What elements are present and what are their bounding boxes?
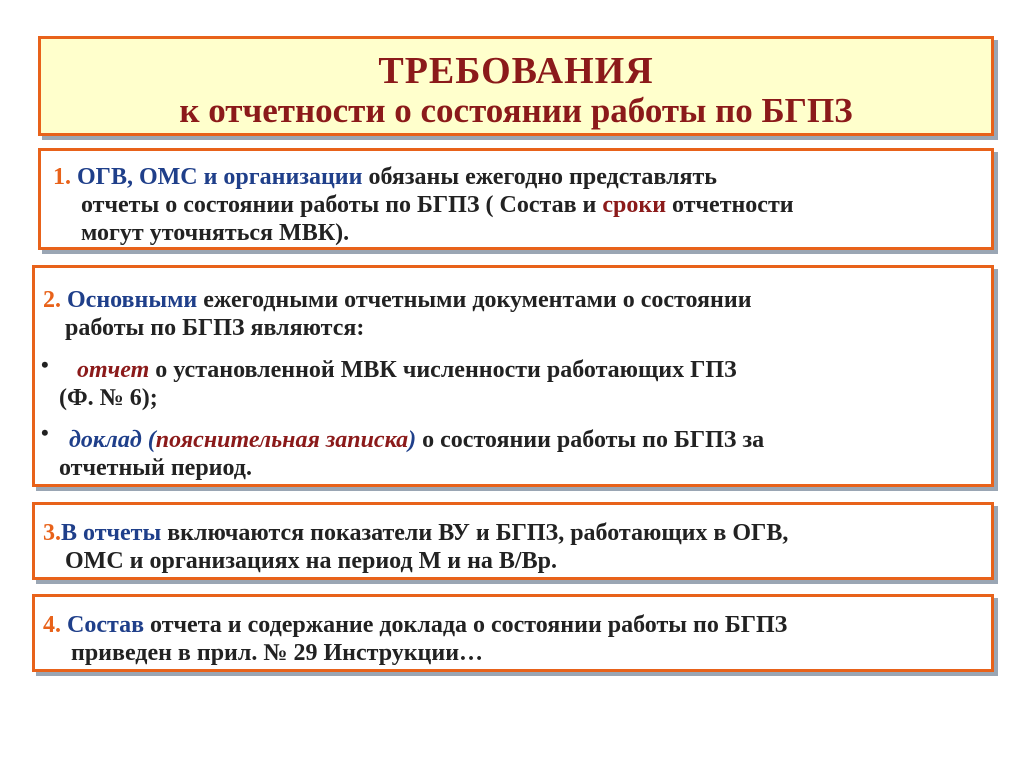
page-subtitle: к отчетности о состоянии работы по БГПЗ [179, 91, 853, 130]
item-2-close-paren: ) [408, 427, 417, 453]
item-4-box [32, 594, 994, 672]
item-2-line-2: работы по БГПЗ являются: [65, 315, 365, 341]
bullet-2: • [41, 420, 49, 445]
item-4-line-2: приведен в прил. № 29 Инструкции… [71, 640, 484, 666]
item-2-bullet-2-text: о состоянии работы по БГПЗ за [416, 427, 765, 453]
item-1-lead: ОГВ, ОМС и организации [77, 164, 363, 190]
item-1-line-3: могут уточняться МВК). [81, 220, 350, 246]
item-3-text: включаются показатели ВУ и БГПЗ, работающих в ОГВ, [161, 520, 789, 546]
item-1-text: обязаны ежегодно представлять [362, 164, 717, 190]
item-2-bullet-2-line-1 [69, 426, 764, 454]
item-2-report-term: отчет [77, 357, 150, 383]
item-1-text-2c: отчетности [666, 192, 794, 218]
item-1-text-2a: отчеты о состоянии работы по БГПЗ ( Состав и [81, 192, 603, 218]
item-2-bullet-2-line-2: отчетный период. [59, 455, 252, 481]
item-2-box [32, 265, 994, 487]
item-4-line-1 [43, 611, 787, 639]
item-1-highlight: сроки [602, 192, 667, 218]
item-2-text: ежегодными отчетными документами о состоянии [197, 287, 752, 313]
item-2-bullet-1-text: о установленной МВК численности работающих ГПЗ [149, 357, 737, 383]
item-2-lead: Основными [67, 287, 198, 313]
item-2-note-term: пояснительная записка [155, 427, 409, 453]
item-3-number: 3. [43, 520, 61, 546]
item-3-line-1 [43, 519, 788, 547]
item-2-number: 2. [43, 287, 61, 313]
item-1-number: 1. [53, 164, 71, 190]
item-4-text: отчета и содержание доклада о состоянии работы по БГПЗ [144, 612, 788, 638]
item-4-number: 4. [43, 612, 61, 638]
bullet-1: • [41, 352, 49, 377]
item-3-lead: В отчеты [61, 520, 162, 546]
item-2-line-1 [43, 286, 752, 314]
item-3-box [32, 502, 994, 580]
item-1-line-2 [81, 191, 794, 219]
item-1-line-1 [53, 163, 717, 191]
item-4-lead: Состав [67, 612, 145, 638]
item-2-bullet-1-line-1 [77, 356, 737, 384]
item-2-doklad-term: доклад ( [69, 427, 156, 453]
page-title: ТРЕБОВАНИЯ [378, 50, 654, 92]
item-1-box [38, 148, 994, 250]
title-box [38, 36, 994, 136]
item-3-line-2: ОМС и организациях на период М и на В/Вр. [65, 548, 557, 574]
item-2-bullet-1-line-2: (Ф. № 6); [59, 385, 158, 411]
